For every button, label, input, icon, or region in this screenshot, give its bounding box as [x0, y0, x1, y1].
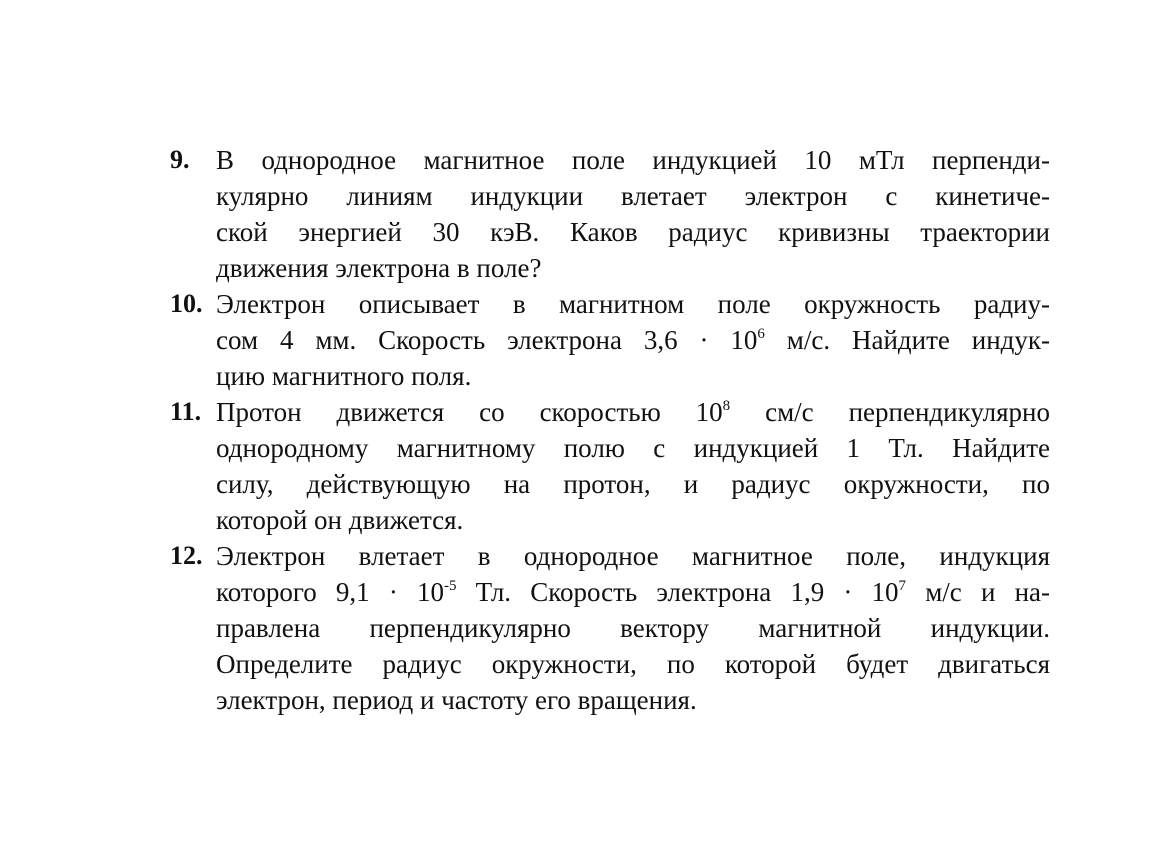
exponent: 8 — [722, 398, 731, 414]
text-segment: которого 9,1 · 10 — [216, 577, 444, 607]
text-segment: цию магнитного поля. — [216, 361, 472, 391]
text-segment: которой он движется. — [216, 505, 464, 535]
problem-text-line — [216, 286, 1050, 322]
text-segment: правлена перпендикулярно вектору магнитной индукции. — [216, 613, 1050, 643]
problem-text-line — [216, 430, 1050, 466]
problem-list — [170, 142, 1050, 718]
problem-text-line — [216, 574, 1050, 610]
problem-text — [216, 394, 1050, 538]
problem-text-line — [216, 538, 1050, 574]
problem-text-line — [216, 502, 1050, 538]
text-segment: м/с и на- — [906, 577, 1050, 607]
problem-text-line — [216, 358, 1050, 394]
problem-number: 12. — [170, 541, 203, 570]
text-segment: Определите радиус окружности, по которой будет двигаться — [216, 649, 1050, 679]
problem-text-line — [216, 466, 1050, 502]
problem-text — [216, 142, 1050, 286]
text-segment: Протон движется со скоростью 10 — [216, 397, 723, 427]
problem-item — [170, 538, 1050, 718]
problem-text — [216, 538, 1050, 718]
problem-text-line — [216, 214, 1050, 250]
problem-number: 9. — [170, 145, 190, 174]
exponent: 7 — [898, 578, 907, 594]
problem-item — [170, 394, 1050, 538]
problem-text-line — [216, 250, 1050, 286]
problem-text — [216, 286, 1050, 394]
exponent: 6 — [757, 326, 765, 342]
text-segment: Электрон описывает в магнитном поле окружность радиу- — [216, 289, 1050, 319]
text-segment: м/с. Найдите индук- — [764, 325, 1050, 355]
exponent: -5 — [444, 578, 457, 594]
text-segment: электрон, период и частоту его вращения. — [216, 685, 697, 715]
problem-item — [170, 286, 1050, 394]
text-segment: силу, действующую на протон, и радиус окружности, по — [216, 469, 1050, 499]
text-segment: движения электрона в поле? — [216, 253, 542, 283]
problem-text-line — [216, 646, 1050, 682]
problem-text-line — [216, 610, 1050, 646]
text-segment: Тл. Скорость электрона 1,9 · 10 — [456, 577, 899, 607]
problem-text-line — [216, 178, 1050, 214]
problem-text-line — [216, 142, 1050, 178]
text-segment: кулярно линиям индукции влетает электрон с кинетиче- — [216, 181, 1050, 211]
problem-number: 10. — [170, 289, 203, 318]
problem-text-line — [216, 682, 1050, 718]
text-segment: ской энергией 30 кэВ. Каков радиус кривизны траектории — [216, 217, 1050, 247]
text-segment: Электрон влетает в однородное магнитное поле, индукция — [216, 541, 1050, 571]
problem-text-line — [216, 322, 1050, 358]
problem-number: 11. — [170, 397, 202, 426]
text-segment: см/с перпендикулярно — [730, 397, 1050, 427]
problem-item — [170, 142, 1050, 286]
text-segment: сом 4 мм. Скорость электрона 3,6 · 10 — [216, 325, 758, 355]
text-segment: однородному магнитному полю с индукцией 1 Тл. Найдите — [216, 433, 1050, 463]
problem-text-line — [216, 394, 1050, 430]
text-segment: В однородное магнитное поле индукцией 10 мТл перпенди- — [216, 145, 1050, 175]
